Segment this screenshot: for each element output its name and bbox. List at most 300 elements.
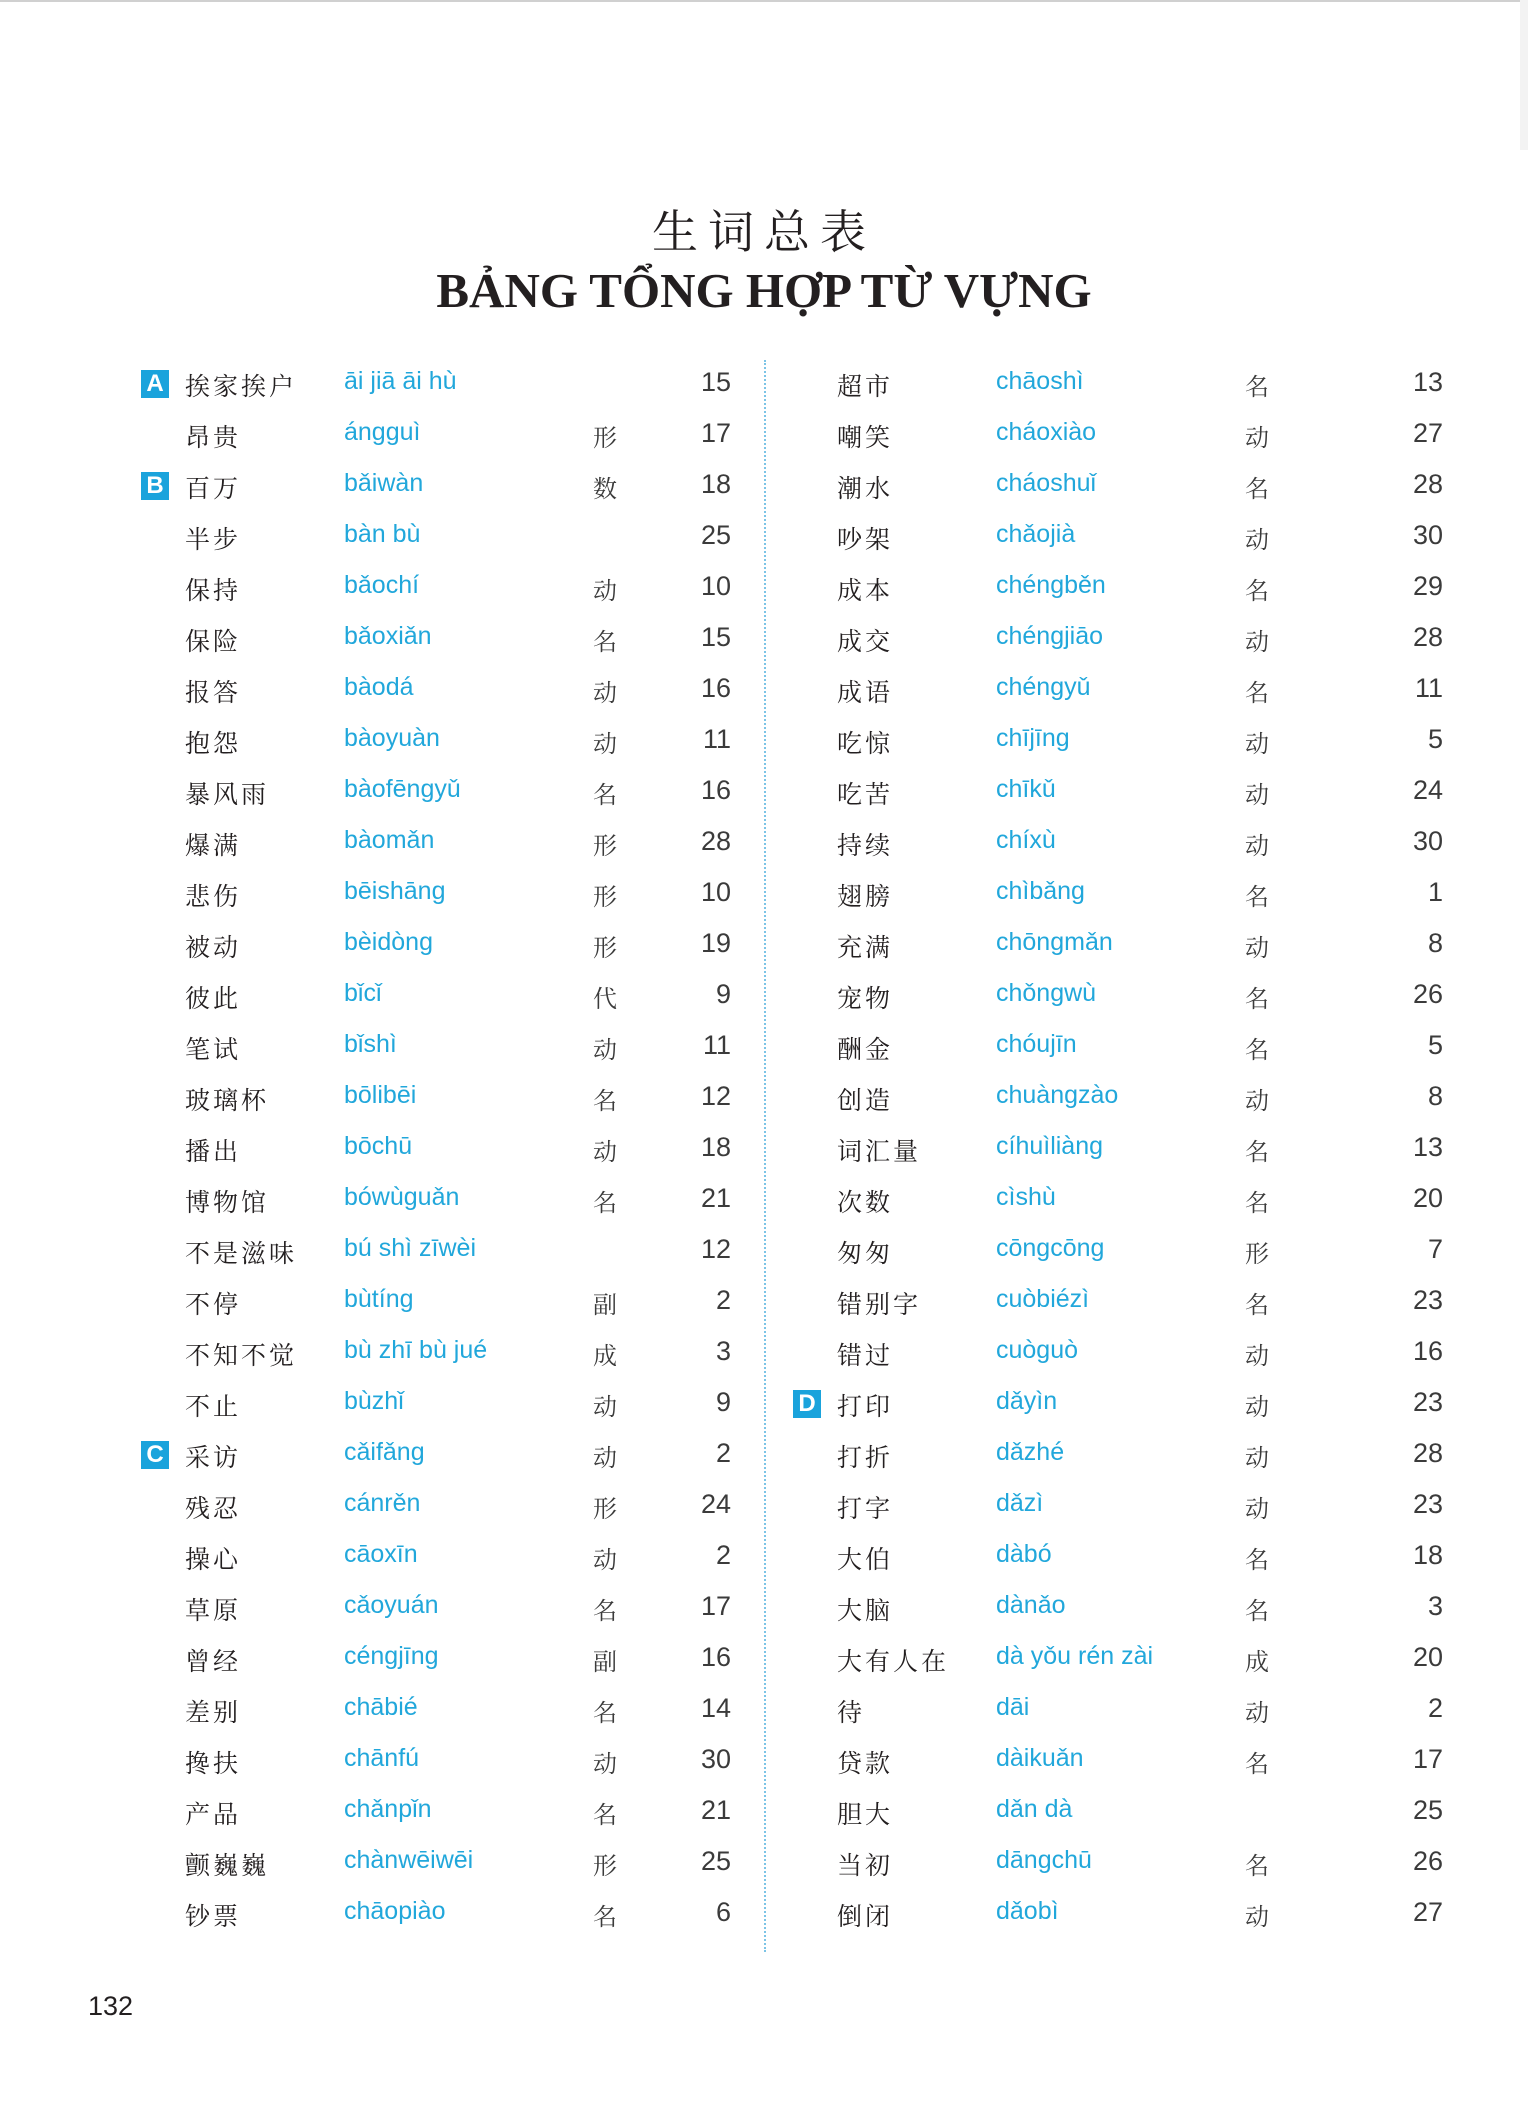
vocab-hanzi: 不止 <box>185 1392 242 1421</box>
vocab-part-of-speech: 动 <box>593 730 617 758</box>
vocab-lesson-number: 3 <box>1427 1591 1443 1621</box>
vocab-part-of-speech: 名 <box>1245 1750 1269 1778</box>
vocab-row <box>0 1684 731 1735</box>
vocab-part-of-speech: 动 <box>593 1393 617 1421</box>
vocab-lesson-number: 10 <box>700 571 731 601</box>
vocab-row <box>652 1225 1443 1276</box>
vocab-row <box>652 1429 1443 1480</box>
vocab-hanzi: 彼此 <box>185 984 242 1013</box>
vocab-lesson-number: 26 <box>1412 1846 1443 1876</box>
page-edge-shadow <box>1520 0 1528 150</box>
vocab-row <box>0 511 731 562</box>
vocab-lesson-number: 21 <box>700 1795 731 1825</box>
vocab-part-of-speech: 动 <box>1245 1087 1269 1115</box>
vocab-hanzi: 超市 <box>837 372 894 401</box>
vocab-part-of-speech: 动 <box>593 1138 617 1166</box>
vocab-hanzi: 残忍 <box>185 1494 242 1523</box>
vocab-hanzi: 保持 <box>185 576 242 605</box>
vocab-part-of-speech: 动 <box>1245 1495 1269 1523</box>
vocab-pinyin: bùtíng <box>344 1285 414 1313</box>
vocab-lesson-number: 21 <box>700 1183 731 1213</box>
vocab-pinyin: bàn bù <box>344 520 421 548</box>
vocab-row <box>652 1888 1443 1939</box>
vocab-part-of-speech: 名 <box>593 1597 617 1625</box>
vocab-pinyin: chíxù <box>996 826 1056 854</box>
vocab-part-of-speech: 名 <box>1245 1291 1269 1319</box>
vocab-lesson-number: 5 <box>1427 1030 1443 1060</box>
vocab-pinyin: bōchū <box>344 1132 413 1160</box>
vocab-row <box>652 868 1443 919</box>
vocab-hanzi: 爆满 <box>185 831 242 860</box>
vocab-hanzi: 播出 <box>185 1137 242 1166</box>
vocab-hanzi: 当初 <box>837 1851 894 1880</box>
vocab-part-of-speech: 形 <box>593 424 617 452</box>
vocab-hanzi: 潮水 <box>837 474 894 503</box>
vocab-row <box>652 613 1443 664</box>
vocab-lesson-number: 16 <box>700 775 731 805</box>
vocab-part-of-speech: 数 <box>593 475 617 503</box>
vocab-hanzi: 吃惊 <box>837 729 894 758</box>
vocab-part-of-speech: 名 <box>593 1189 617 1217</box>
vocab-pinyin: bàodá <box>344 673 414 701</box>
vocab-pinyin: dǎyìn <box>996 1387 1058 1415</box>
vocab-hanzi: 产品 <box>185 1800 242 1829</box>
vocab-hanzi: 操心 <box>185 1545 242 1574</box>
vocab-row <box>0 1480 731 1531</box>
vocab-lesson-number: 2 <box>715 1285 731 1315</box>
vocab-hanzi: 不停 <box>185 1290 242 1319</box>
vocab-row <box>0 1327 731 1378</box>
vocab-part-of-speech: 名 <box>593 1699 617 1727</box>
vocab-hanzi: 大有人在 <box>837 1647 950 1676</box>
vocab-row <box>652 1123 1443 1174</box>
vocab-hanzi: 保险 <box>185 627 242 656</box>
vocab-pinyin: bèidòng <box>344 928 433 956</box>
vocab-part-of-speech: 形 <box>593 934 617 962</box>
vocab-pinyin: bù zhī bù jué <box>344 1336 488 1364</box>
vocab-lesson-number: 25 <box>1412 1795 1443 1825</box>
vocab-row <box>652 664 1443 715</box>
section-letter-badge: C <box>141 1441 169 1469</box>
page-number: 132 <box>88 1991 134 2021</box>
vocab-row <box>0 868 731 919</box>
vocab-pinyin: chǎnpǐn <box>344 1795 432 1823</box>
vocab-row <box>0 562 731 613</box>
vocab-row <box>652 1327 1443 1378</box>
vocab-hanzi: 大脑 <box>837 1596 894 1625</box>
vocab-pinyin: dànǎo <box>996 1591 1066 1619</box>
vocab-pinyin: chéngyǔ <box>996 673 1091 701</box>
vocab-row <box>0 1633 731 1684</box>
vocab-row <box>652 817 1443 868</box>
vocab-pinyin: dǎzì <box>996 1489 1044 1517</box>
vocab-part-of-speech: 名 <box>1245 1852 1269 1880</box>
vocab-hanzi: 胆大 <box>837 1800 894 1829</box>
vocab-lesson-number: 30 <box>1412 520 1443 550</box>
vocab-pinyin: chéngběn <box>996 571 1106 599</box>
vocab-lesson-number: 12 <box>700 1234 731 1264</box>
vocab-pinyin: cǎoyuán <box>344 1591 439 1619</box>
vocab-pinyin: cuòguò <box>996 1336 1079 1364</box>
vocab-part-of-speech: 副 <box>593 1291 617 1319</box>
vocab-part-of-speech: 名 <box>593 628 617 656</box>
vocab-row <box>0 1378 731 1429</box>
vocab-pinyin: chuàngzào <box>996 1081 1119 1109</box>
vocab-column-right <box>652 358 1443 1939</box>
vocab-pinyin: dāi <box>996 1693 1030 1721</box>
vocab-row <box>0 1837 731 1888</box>
vocab-hanzi: 吃苦 <box>837 780 894 809</box>
vocab-pinyin: bàoyuàn <box>344 724 440 752</box>
vocab-row <box>652 970 1443 1021</box>
vocab-pinyin: dǎobì <box>996 1897 1059 1925</box>
vocab-part-of-speech: 名 <box>1245 1597 1269 1625</box>
vocab-hanzi: 吵架 <box>837 525 894 554</box>
vocab-pinyin: bǎoxiǎn <box>344 622 432 650</box>
vocab-lesson-number: 1 <box>1427 877 1443 907</box>
vocab-lesson-number: 15 <box>700 367 731 397</box>
vocab-row <box>652 1735 1443 1786</box>
vocab-row <box>652 562 1443 613</box>
vocab-hanzi: 打折 <box>837 1443 894 1472</box>
vocab-hanzi: 百万 <box>185 474 242 503</box>
vocab-row <box>652 1786 1443 1837</box>
vocab-part-of-speech: 动 <box>593 1036 617 1064</box>
vocab-lesson-number: 10 <box>700 877 731 907</box>
vocab-hanzi: 搀扶 <box>185 1749 242 1778</box>
vocab-pinyin: cāoxīn <box>344 1540 418 1568</box>
vocab-pinyin: chéngjiāo <box>996 622 1104 650</box>
vocab-hanzi: 成本 <box>837 576 894 605</box>
vocab-pinyin: chāopiào <box>344 1897 446 1925</box>
vocab-hanzi: 颤巍巍 <box>185 1851 270 1880</box>
vocab-lesson-number: 28 <box>1412 622 1443 652</box>
vocab-lesson-number: 16 <box>700 1642 731 1672</box>
vocab-pinyin: bùzhǐ <box>344 1387 404 1415</box>
vocab-pinyin: dà yǒu rén zài <box>996 1642 1154 1670</box>
vocab-hanzi: 成语 <box>837 678 894 707</box>
vocab-lesson-number: 23 <box>1412 1489 1443 1519</box>
vocab-row <box>0 1888 731 1939</box>
vocab-lesson-number: 24 <box>1412 775 1443 805</box>
vocab-lesson-number: 3 <box>715 1336 731 1366</box>
vocab-hanzi: 笔试 <box>185 1035 242 1064</box>
vocab-row <box>0 460 731 511</box>
vocab-row <box>0 1735 731 1786</box>
section-letter-badge: D <box>793 1390 821 1418</box>
vocab-part-of-speech: 动 <box>1245 1342 1269 1370</box>
vocab-pinyin: dàbó <box>996 1540 1052 1568</box>
vocab-pinyin: dàikuǎn <box>996 1744 1084 1772</box>
vocab-hanzi: 不知不觉 <box>185 1341 298 1370</box>
vocab-part-of-speech: 动 <box>1245 832 1269 860</box>
title-vietnamese: BẢNG TỔNG HỢP TỪ VỰNG <box>436 263 1092 318</box>
vocab-row <box>0 1072 731 1123</box>
vocab-hanzi: 打印 <box>837 1392 894 1421</box>
vocab-lesson-number: 24 <box>700 1489 731 1519</box>
vocab-pinyin: ángguì <box>344 418 421 446</box>
vocab-lesson-number: 27 <box>1412 1897 1443 1927</box>
vocab-pinyin: chōngmǎn <box>996 928 1113 956</box>
vocab-lesson-number: 6 <box>715 1897 731 1927</box>
vocab-part-of-speech: 名 <box>1245 475 1269 503</box>
vocab-hanzi: 错过 <box>837 1341 894 1370</box>
vocab-part-of-speech: 动 <box>593 577 617 605</box>
vocab-part-of-speech: 动 <box>1245 1444 1269 1472</box>
vocab-pinyin: bǐshì <box>344 1030 397 1058</box>
vocab-hanzi: 贷款 <box>837 1749 894 1778</box>
vocab-part-of-speech: 名 <box>1245 1546 1269 1574</box>
vocab-lesson-number: 14 <box>700 1693 731 1723</box>
vocab-hanzi: 昂贵 <box>185 423 242 452</box>
vocab-lesson-number: 7 <box>1427 1234 1443 1264</box>
vocab-hanzi: 次数 <box>837 1188 894 1217</box>
vocab-part-of-speech: 成 <box>1245 1648 1269 1676</box>
vocab-lesson-number: 25 <box>700 1846 731 1876</box>
vocab-pinyin: céngjīng <box>344 1642 439 1670</box>
vocab-row <box>652 1021 1443 1072</box>
vocab-part-of-speech: 成 <box>593 1342 617 1370</box>
vocab-hanzi: 持续 <box>837 831 894 860</box>
vocab-pinyin: cháoxiào <box>996 418 1097 446</box>
top-rule <box>0 0 1528 2</box>
vocab-lesson-number: 29 <box>1412 571 1443 601</box>
vocab-lesson-number: 2 <box>715 1540 731 1570</box>
vocab-hanzi: 抱怨 <box>185 729 242 758</box>
vocab-part-of-speech: 名 <box>1245 373 1269 401</box>
vocab-row <box>0 409 731 460</box>
vocab-part-of-speech: 形 <box>593 1495 617 1523</box>
vocab-pinyin: bàomǎn <box>344 826 435 854</box>
vocab-part-of-speech: 副 <box>593 1648 617 1676</box>
vocab-hanzi: 玻璃杯 <box>185 1086 270 1115</box>
vocab-hanzi: 悲伤 <box>185 882 242 911</box>
vocab-part-of-speech: 名 <box>1245 1138 1269 1166</box>
vocab-part-of-speech: 形 <box>1245 1240 1269 1268</box>
vocab-row <box>652 1582 1443 1633</box>
vocab-row <box>652 766 1443 817</box>
vocab-part-of-speech: 动 <box>1245 781 1269 809</box>
vocab-lesson-number: 19 <box>700 928 731 958</box>
vocab-lesson-number: 23 <box>1412 1387 1443 1417</box>
vocab-column-left <box>0 358 731 1939</box>
vocab-row <box>652 1174 1443 1225</box>
vocab-hanzi: 暴风雨 <box>185 780 270 809</box>
vocab-part-of-speech: 代 <box>593 985 617 1013</box>
vocab-row <box>652 1276 1443 1327</box>
vocab-pinyin: dāngchū <box>996 1846 1092 1874</box>
vocab-row <box>652 1378 1443 1429</box>
vocab-row <box>652 715 1443 766</box>
vocab-pinyin: cánrěn <box>344 1489 421 1517</box>
vocab-hanzi: 词汇量 <box>837 1137 922 1166</box>
vocab-row <box>652 511 1443 562</box>
vocab-lesson-number: 8 <box>1427 928 1443 958</box>
vocab-part-of-speech: 名 <box>593 781 617 809</box>
vocab-pinyin: bú shì zīwèi <box>344 1234 477 1262</box>
vocab-row <box>0 664 731 715</box>
vocab-pinyin: dǎn dà <box>996 1795 1073 1823</box>
vocab-pinyin: cuòbiézì <box>996 1285 1090 1313</box>
vocab-pinyin: chóujīn <box>996 1030 1077 1058</box>
vocab-lesson-number: 25 <box>700 520 731 550</box>
vocab-hanzi: 创造 <box>837 1086 894 1115</box>
vocab-pinyin: chìbǎng <box>996 877 1085 905</box>
vocab-row <box>652 358 1443 409</box>
vocab-pinyin: chǒngwù <box>996 979 1097 1007</box>
vocab-lesson-number: 2 <box>1427 1693 1443 1723</box>
vocab-row <box>0 1429 731 1480</box>
vocab-row <box>0 970 731 1021</box>
vocab-lesson-number: 28 <box>1412 1438 1443 1468</box>
vocab-lesson-number: 28 <box>1412 469 1443 499</box>
vocab-row <box>0 1123 731 1174</box>
vocab-lesson-number: 26 <box>1412 979 1443 1009</box>
vocab-pinyin: chānfú <box>344 1744 420 1772</box>
vocab-part-of-speech: 名 <box>593 1801 617 1829</box>
vocab-lesson-number: 27 <box>1412 418 1443 448</box>
vocab-lesson-number: 15 <box>700 622 731 652</box>
vocab-part-of-speech: 动 <box>593 1546 617 1574</box>
vocab-hanzi: 嘲笑 <box>837 423 894 452</box>
vocab-hanzi: 翅膀 <box>837 882 894 911</box>
vocab-row <box>652 1531 1443 1582</box>
vocab-part-of-speech: 形 <box>593 883 617 911</box>
vocab-lesson-number: 30 <box>1412 826 1443 856</box>
vocab-part-of-speech: 名 <box>1245 577 1269 605</box>
vocab-lesson-number: 16 <box>700 673 731 703</box>
vocab-row <box>0 1582 731 1633</box>
vocab-row <box>652 919 1443 970</box>
vocab-row <box>0 358 731 409</box>
vocab-part-of-speech: 名 <box>593 1087 617 1115</box>
vocab-hanzi: 钞票 <box>185 1902 242 1931</box>
vocab-hanzi: 充满 <box>837 933 894 962</box>
vocab-part-of-speech: 动 <box>1245 730 1269 758</box>
vocab-part-of-speech: 动 <box>1245 628 1269 656</box>
vocab-pinyin: cìshù <box>996 1183 1056 1211</box>
vocab-pinyin: cíhuìliàng <box>996 1132 1104 1160</box>
vocab-lesson-number: 11 <box>702 724 731 754</box>
vocab-row <box>0 1786 731 1837</box>
vocab-row <box>652 1837 1443 1888</box>
vocab-part-of-speech: 名 <box>1245 1189 1269 1217</box>
vocab-lesson-number: 17 <box>1412 1744 1443 1774</box>
vocab-part-of-speech: 动 <box>1245 526 1269 554</box>
vocab-row <box>0 1531 731 1582</box>
vocab-part-of-speech: 名 <box>1245 1036 1269 1064</box>
vocab-lesson-number: 28 <box>700 826 731 856</box>
vocab-lesson-number: 5 <box>1427 724 1443 754</box>
vocab-lesson-number: 8 <box>1427 1081 1443 1111</box>
vocab-row <box>0 919 731 970</box>
vocab-lesson-number: 11 <box>702 1030 731 1060</box>
vocab-hanzi: 采访 <box>185 1443 242 1472</box>
vocab-pinyin: bǎiwàn <box>344 469 424 497</box>
vocab-row <box>652 1633 1443 1684</box>
vocab-row <box>652 409 1443 460</box>
vocab-pinyin: bēishāng <box>344 877 446 905</box>
vocab-pinyin: chànwēiwēi <box>344 1846 474 1874</box>
vocab-hanzi: 被动 <box>185 933 242 962</box>
vocab-lesson-number: 12 <box>700 1081 731 1111</box>
vocab-part-of-speech: 名 <box>1245 985 1269 1013</box>
vocab-lesson-number: 2 <box>715 1438 731 1468</box>
vocab-hanzi: 待 <box>837 1698 866 1727</box>
vocab-part-of-speech: 动 <box>593 679 617 707</box>
vocab-row <box>0 1276 731 1327</box>
vocab-hanzi: 成交 <box>837 627 894 656</box>
vocab-lesson-number: 30 <box>700 1744 731 1774</box>
vocab-hanzi: 曾经 <box>185 1647 242 1676</box>
vocab-lesson-number: 18 <box>700 469 731 499</box>
vocab-part-of-speech: 动 <box>1245 934 1269 962</box>
vocab-hanzi: 打字 <box>837 1494 894 1523</box>
vocab-part-of-speech: 动 <box>593 1750 617 1778</box>
title-chinese: 生词总表 <box>652 205 876 259</box>
vocab-row <box>0 817 731 868</box>
vocab-pinyin: chābié <box>344 1693 418 1721</box>
vocab-pinyin: cháoshuǐ <box>996 469 1097 497</box>
vocab-hanzi: 倒闭 <box>837 1902 894 1931</box>
vocab-pinyin: chǎojià <box>996 520 1076 548</box>
vocab-hanzi: 半步 <box>185 525 242 554</box>
section-letter-badge: A <box>141 370 169 398</box>
vocab-pinyin: dǎzhé <box>996 1438 1065 1466</box>
vocab-pinyin: cōngcōng <box>996 1234 1105 1262</box>
vocab-pinyin: chāoshì <box>996 367 1084 395</box>
vocab-part-of-speech: 名 <box>1245 679 1269 707</box>
vocab-pinyin: chīkǔ <box>996 775 1056 803</box>
vocab-row <box>0 715 731 766</box>
vocab-hanzi: 匆匆 <box>837 1239 894 1268</box>
vocab-lesson-number: 23 <box>1412 1285 1443 1315</box>
vocab-row <box>652 1684 1443 1735</box>
vocab-hanzi: 错别字 <box>837 1290 922 1319</box>
vocab-pinyin: bǐcǐ <box>344 979 382 1007</box>
vocab-pinyin: āi jiā āi hù <box>344 367 457 395</box>
vocab-part-of-speech: 名 <box>1245 883 1269 911</box>
vocab-lesson-number: 20 <box>1412 1642 1443 1672</box>
vocab-lesson-number: 13 <box>1412 1132 1443 1162</box>
vocab-part-of-speech: 名 <box>593 1903 617 1931</box>
vocab-hanzi: 草原 <box>185 1596 242 1625</box>
vocab-hanzi: 宠物 <box>837 984 894 1013</box>
vocab-part-of-speech: 动 <box>1245 1699 1269 1727</box>
vocab-row <box>0 613 731 664</box>
vocab-hanzi: 挨家挨户 <box>185 372 298 401</box>
vocab-lesson-number: 13 <box>1412 367 1443 397</box>
vocab-lesson-number: 11 <box>1414 673 1443 703</box>
vocab-hanzi: 博物馆 <box>185 1188 270 1217</box>
vocab-row <box>0 1225 731 1276</box>
vocab-part-of-speech: 形 <box>593 1852 617 1880</box>
vocab-pinyin: bǎochí <box>344 571 420 599</box>
vocab-lesson-number: 17 <box>700 1591 731 1621</box>
vocab-hanzi: 报答 <box>185 678 242 707</box>
vocab-hanzi: 酬金 <box>837 1035 894 1064</box>
vocab-lesson-number: 18 <box>700 1132 731 1162</box>
vocab-part-of-speech: 动 <box>593 1444 617 1472</box>
vocab-lesson-number: 9 <box>715 1387 731 1417</box>
vocab-row <box>0 1021 731 1072</box>
vocab-pinyin: bōlibēi <box>344 1081 417 1109</box>
vocab-row <box>0 766 731 817</box>
vocab-pinyin: bàofēngyǔ <box>344 775 461 803</box>
vocab-row <box>652 460 1443 511</box>
vocab-hanzi: 差别 <box>185 1698 242 1727</box>
vocab-hanzi: 大伯 <box>837 1545 894 1574</box>
